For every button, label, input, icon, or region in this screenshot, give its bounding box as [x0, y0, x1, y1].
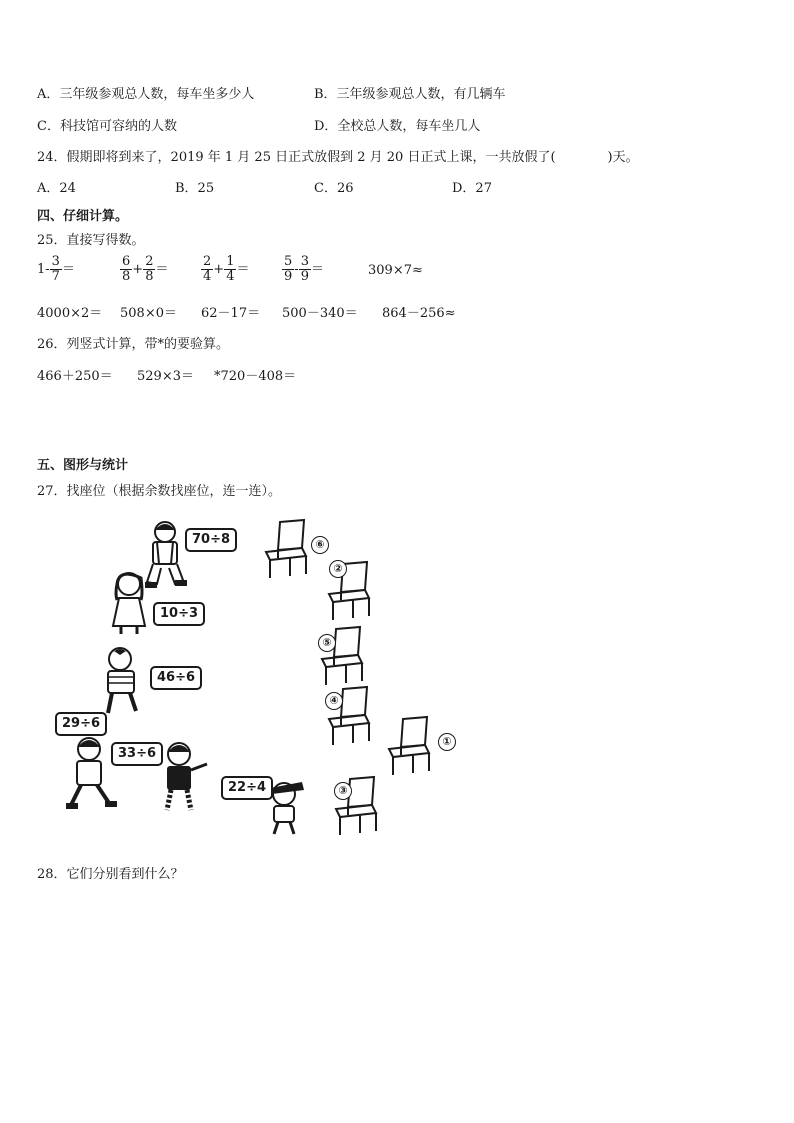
- division-bubble: 46÷6: [150, 666, 202, 690]
- chair-icon: [385, 715, 435, 777]
- operator: +: [132, 262, 144, 277]
- q24-stem: [37, 146, 639, 165]
- expression-1: [37, 255, 75, 284]
- seat-number: ⑤: [318, 634, 336, 652]
- q25-stem: 25．直接写得数。: [37, 233, 145, 248]
- seat-number: ②: [329, 560, 347, 578]
- denominator: 9: [284, 269, 293, 284]
- expression-lead: 1-: [37, 262, 50, 277]
- chair-icon: [262, 518, 312, 580]
- denominator: 8: [145, 269, 154, 284]
- expression: 466＋250＝: [37, 369, 113, 384]
- expression: 500－340＝: [282, 306, 358, 321]
- expression: 62－17＝: [201, 306, 261, 321]
- q26-stem: 26．列竖式计算，带*的要验算。: [37, 337, 230, 352]
- fraction: [120, 255, 132, 284]
- section-title: 五、图形与统计: [37, 458, 129, 473]
- numerator: 2: [145, 254, 154, 269]
- q23-option-c: C．科技馆可容纳的人数: [37, 119, 177, 134]
- seat-number: ①: [438, 733, 456, 751]
- division-bubble: 10÷3: [153, 602, 205, 626]
- numerator: 3: [51, 254, 60, 269]
- q24-stem-before: 24．假期即将到来了，2019 年 1 月 25 日正式放假到 2 月 20 日正式上课，一共放假了(: [37, 150, 556, 165]
- denominator: 4: [226, 269, 235, 284]
- child-figure: [105, 570, 153, 636]
- q24-option-d: D．27: [452, 181, 492, 196]
- seat-number: ③: [334, 782, 352, 800]
- expression: 864－256≈: [382, 306, 456, 321]
- fraction: [143, 255, 155, 284]
- child-figure: [65, 735, 117, 811]
- denominator: 4: [203, 269, 212, 284]
- expression-5: 309×7≈: [368, 263, 423, 278]
- expression-3: [201, 255, 249, 284]
- expression-4: [282, 255, 324, 284]
- fraction: [282, 255, 294, 284]
- division-bubble: 70÷8: [185, 528, 237, 552]
- numerator: 2: [203, 254, 212, 269]
- q28-stem: 28．它们分别看到什么？: [37, 867, 184, 882]
- fraction: [224, 255, 236, 284]
- section-title: 四、仔细计算。: [37, 209, 129, 224]
- denominator: 8: [122, 269, 131, 284]
- numerator: 1: [226, 254, 235, 269]
- q23-option-b: B．三年级参观总人数，有几辆车: [314, 87, 506, 102]
- expression: *720－408＝: [214, 369, 297, 384]
- division-bubble: 33÷6: [111, 742, 163, 766]
- seat-number: ④: [325, 692, 343, 710]
- expression: 4000×2＝: [37, 306, 103, 321]
- operator: +: [213, 262, 225, 277]
- division-bubble: 29÷6: [55, 712, 107, 736]
- equals-sign: ＝: [236, 262, 250, 277]
- fraction: [299, 255, 311, 284]
- q24-option-c: C．26: [314, 181, 354, 196]
- equals-sign: ＝: [61, 262, 75, 277]
- equals-sign: ＝: [155, 262, 169, 277]
- equals-sign: ＝: [310, 262, 324, 277]
- numerator: 6: [122, 254, 131, 269]
- q24-option-a: A．24: [37, 181, 76, 196]
- expression: 508×0＝: [120, 306, 177, 321]
- q23-option-a: A．三年级参观总人数，每车坐多少人: [37, 87, 255, 102]
- expression-2: [120, 255, 168, 284]
- denominator: 9: [300, 269, 309, 284]
- fraction: [50, 255, 62, 284]
- q24-option-b: B．25: [175, 181, 215, 196]
- division-bubble: 22÷4: [221, 776, 273, 800]
- child-figure: [100, 645, 150, 717]
- seat-number: ⑥: [311, 536, 329, 554]
- q23-option-d: D．全校总人数，每车坐几人: [314, 119, 481, 134]
- q24-stem-after: )天。: [607, 150, 639, 165]
- fraction: [201, 255, 213, 284]
- numerator: 3: [300, 254, 309, 269]
- numerator: 5: [284, 254, 293, 269]
- operator: -: [294, 262, 299, 277]
- expression: 529×3＝: [137, 369, 194, 384]
- denominator: 7: [51, 269, 60, 284]
- q27-stem: 27．找座位（根据余数找座位，连一连）。: [37, 484, 282, 499]
